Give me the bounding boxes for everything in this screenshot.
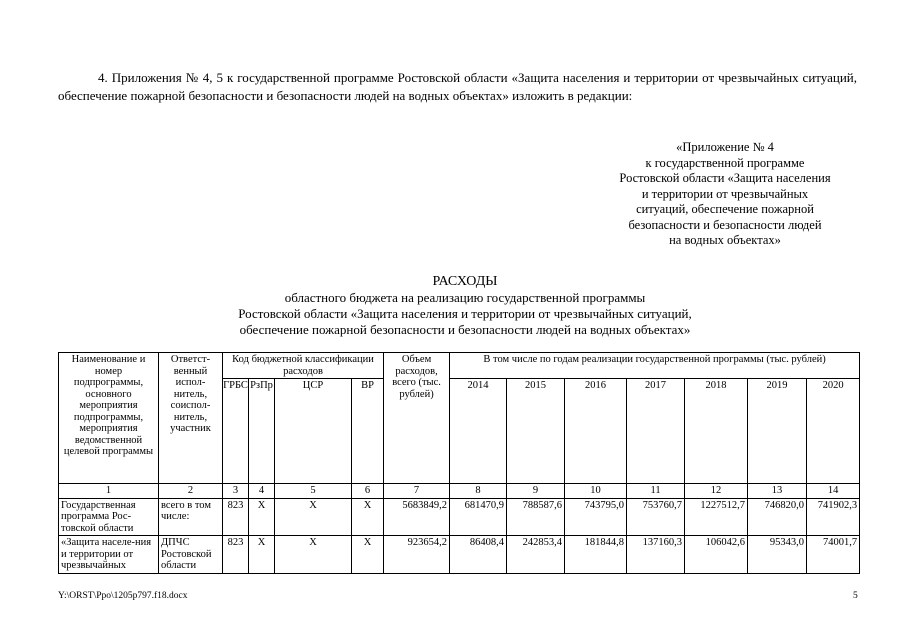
paragraph-text: Приложения № 4, 5 к государственной программе Ростовской области «Защита населения и территории от чрезвычайных ситуаций, обеспечение пожарной безопасности и безопасности людей на водных объектах» изложить в редакции: bbox=[58, 70, 858, 103]
column-number: 11 bbox=[627, 484, 685, 499]
row-year-value: 242853,4 bbox=[507, 536, 565, 574]
column-number: 12 bbox=[685, 484, 748, 499]
row-year-value: 753760,7 bbox=[627, 498, 685, 536]
header-csr: ЦСР bbox=[275, 379, 352, 484]
column-number: 9 bbox=[507, 484, 565, 499]
header-year: 2018 bbox=[685, 379, 748, 484]
column-number: 2 bbox=[159, 484, 223, 499]
appendix-line: «Приложение № 4 bbox=[676, 140, 774, 154]
header-executor: Ответст-венный испол-нитель, соиспол-нитель, участник bbox=[159, 353, 223, 484]
header-year: 2015 bbox=[507, 379, 565, 484]
row-name: «Защита населе-ния и территории от чрезвычайных bbox=[59, 536, 159, 574]
table-row bbox=[59, 536, 860, 574]
row-year-value: 74001,7 bbox=[807, 536, 860, 574]
header-year: 2016 bbox=[565, 379, 627, 484]
row-year-value: 95343,0 bbox=[748, 536, 807, 574]
appendix-line: к государственной программе bbox=[645, 155, 805, 170]
header-rzpr: РзПр bbox=[249, 379, 275, 484]
column-number: 6 bbox=[352, 484, 384, 499]
row-year-value: 746820,0 bbox=[748, 498, 807, 536]
header-years-group: В том числе по годам реализации государственной программы (тыс. рублей) bbox=[450, 353, 860, 379]
row-year-value: 181844,8 bbox=[565, 536, 627, 574]
table-row bbox=[59, 498, 860, 536]
row-vr: X bbox=[352, 498, 384, 536]
row-year-value: 86408,4 bbox=[450, 536, 507, 574]
column-number: 14 bbox=[807, 484, 860, 499]
appendix-line: и территории от чрезвычайных bbox=[641, 186, 809, 201]
column-number: 3 bbox=[223, 484, 249, 499]
column-number: 13 bbox=[748, 484, 807, 499]
heading-line: областного бюджета на реализацию государственной программы bbox=[284, 290, 646, 305]
expenses-table bbox=[58, 352, 860, 574]
appendix-line: Ростовской области «Защита населения bbox=[619, 171, 831, 185]
row-total: 923654,2 bbox=[384, 536, 450, 574]
column-number: 4 bbox=[249, 484, 275, 499]
row-year-value: 741902,3 bbox=[807, 498, 860, 536]
footer-file-path: Y:\ORST\Ppo\1205p797.f18.docx bbox=[58, 591, 188, 601]
header-year: 2019 bbox=[748, 379, 807, 484]
header-volume: Объем расходов, всего (тыс. рублей) bbox=[384, 353, 450, 484]
column-number: 5 bbox=[275, 484, 352, 499]
row-rzpr: X bbox=[249, 498, 275, 536]
header-row-1 bbox=[59, 353, 860, 379]
appendix-line: на водных объектах» bbox=[669, 233, 781, 247]
row-grbs: 823 bbox=[223, 536, 249, 574]
column-number-row bbox=[59, 484, 860, 499]
appendix-line: ситуаций, обеспечение пожарной bbox=[636, 202, 814, 216]
row-executor: всего в том числе: bbox=[159, 498, 223, 536]
row-total: 5683849,2 bbox=[384, 498, 450, 536]
header-grbs: ГРБС bbox=[223, 379, 249, 484]
row-name: Государственная программа Рос-товской области bbox=[59, 498, 159, 536]
column-number: 7 bbox=[384, 484, 450, 499]
heading-title: РАСХОДЫ bbox=[432, 274, 498, 289]
row-rzpr: X bbox=[249, 536, 275, 574]
row-csr: X bbox=[275, 536, 352, 574]
heading-line: Ростовской области «Защита населения и территории от чрезвычайных ситуаций, bbox=[238, 306, 692, 321]
row-year-value: 106042,6 bbox=[685, 536, 748, 574]
row-year-value: 1227512,7 bbox=[685, 498, 748, 536]
appendix-line: безопасности и безопасности людей bbox=[628, 217, 822, 232]
heading-line: обеспечение пожарной безопасности и безопасности людей на водных объектах» bbox=[239, 322, 691, 337]
row-year-value: 743795,0 bbox=[565, 498, 627, 536]
header-year: 2017 bbox=[627, 379, 685, 484]
header-name: Наименование и номер подпрограммы, основного мероприятия подпрограммы, мероприятия ведомственной целевой программы bbox=[59, 353, 159, 484]
row-executor: ДПЧС Ростовской области bbox=[159, 536, 223, 574]
header-code-group: Код бюджетной классификации расходов bbox=[223, 353, 384, 379]
amendment-paragraph bbox=[58, 69, 857, 105]
row-year-value: 788587,6 bbox=[507, 498, 565, 536]
row-vr: X bbox=[352, 536, 384, 574]
row-year-value: 137160,3 bbox=[627, 536, 685, 574]
header-year: 2020 bbox=[807, 379, 860, 484]
column-number: 8 bbox=[450, 484, 507, 499]
header-year: 2014 bbox=[450, 379, 507, 484]
footer-page-number: 5 bbox=[853, 591, 858, 601]
row-csr: X bbox=[275, 498, 352, 536]
paragraph-number: 4. bbox=[98, 70, 108, 85]
row-year-value: 681470,9 bbox=[450, 498, 507, 536]
row-grbs: 823 bbox=[223, 498, 249, 536]
header-vr: ВР bbox=[352, 379, 384, 484]
appendix-caption bbox=[590, 140, 860, 249]
column-number: 1 bbox=[59, 484, 159, 499]
column-number: 10 bbox=[565, 484, 627, 499]
document-heading bbox=[150, 273, 780, 338]
